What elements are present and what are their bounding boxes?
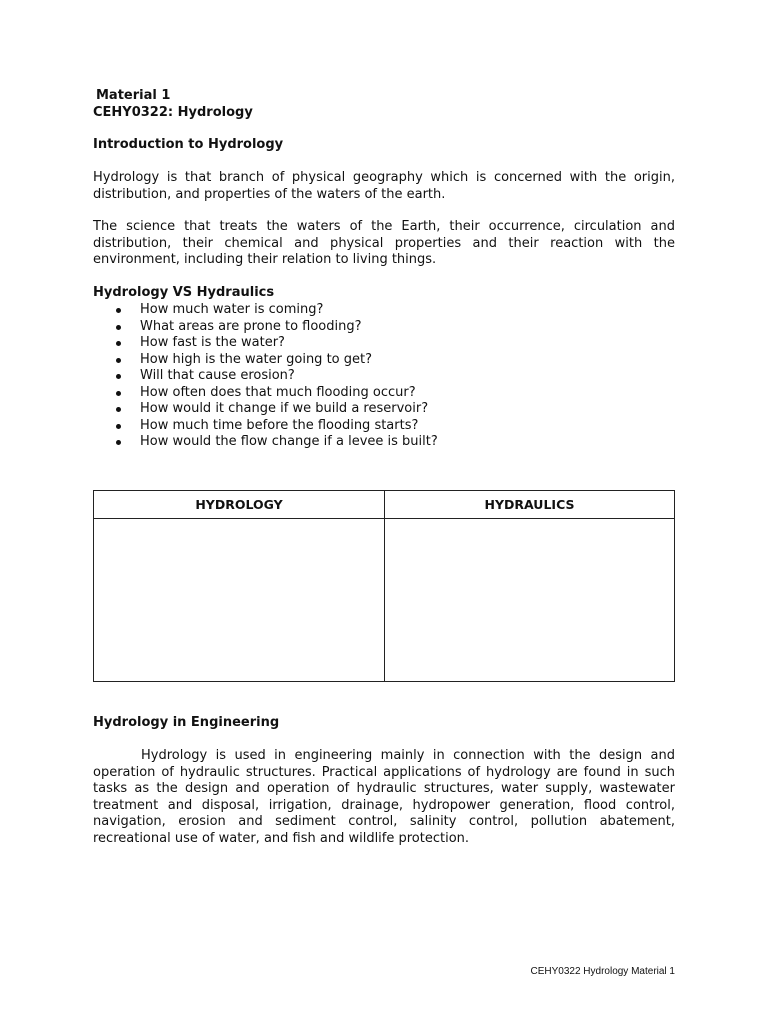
- list-item: [93, 418, 653, 435]
- question-text: How fast is the water?: [140, 335, 285, 350]
- list-item: [93, 385, 653, 402]
- comparison-table: [93, 490, 675, 682]
- table-cell-hydrology: [94, 519, 384, 681]
- page-footer: CEHY0322 Hydrology Material 1: [530, 966, 675, 977]
- list-item: [93, 335, 653, 352]
- bullet-icon: [116, 391, 121, 396]
- bullet-icon: [116, 424, 121, 429]
- list-item: [93, 368, 653, 385]
- intro-paragraph-2: The science that treats the waters of the Earth, their occurrence, circulation and distribution, their chemical and physical properties and their reaction with the environment, including their relation to living things.: [93, 219, 675, 267]
- material-label: Material 1: [96, 88, 171, 103]
- engineering-paragraph: Hydrology is used in engineering mainly in connection with the design and operation of hydraulic structures. Practical applications of hydrology are found in such tasks as the design and operation of hydraulic structures, water supply, wastewater treatment and disposal, irrigation, drainage, hydropower generation, flood control, navigation, erosion and sediment control, salinity control, pollution abatement, recreational use of water, and fish and wildlife protection.: [93, 748, 675, 846]
- question-list: [93, 302, 653, 451]
- list-item: [93, 401, 653, 418]
- bullet-icon: [116, 440, 121, 445]
- list-item: [93, 302, 653, 319]
- table-header-hydraulics: HYDRAULICS: [484, 497, 575, 512]
- question-text: How would it change if we build a reservoir?: [140, 401, 429, 416]
- list-item: [93, 319, 653, 336]
- bullet-icon: [116, 308, 121, 313]
- bullet-icon: [116, 374, 121, 379]
- bullet-icon: [116, 358, 121, 363]
- table-header-hydrology: HYDROLOGY: [195, 497, 283, 512]
- intro-heading: Introduction to Hydrology: [93, 137, 284, 152]
- list-item: [93, 352, 653, 369]
- question-text: How much time before the flooding starts?: [140, 417, 419, 433]
- bullet-icon: [116, 407, 121, 412]
- question-text: What areas are prone to flooding?: [140, 318, 362, 334]
- bullet-icon: [116, 341, 121, 346]
- list-item: [93, 434, 653, 451]
- table-cell-hydraulics: [385, 519, 674, 681]
- question-text: How much water is coming?: [140, 302, 324, 317]
- question-text: How high is the water going to get?: [140, 351, 372, 367]
- engineering-heading: Hydrology in Engineering: [93, 715, 280, 730]
- course-title: CEHY0322: Hydrology: [93, 105, 253, 120]
- question-text: Will that cause erosion?: [140, 368, 295, 383]
- question-text: How often does that much flooding occur?: [140, 384, 416, 400]
- question-text: How would the flow change if a levee is built?: [140, 434, 438, 449]
- intro-paragraph-1: Hydrology is that branch of physical geography which is concerned with the origin, distribution, and properties of the waters of the earth.: [93, 170, 675, 202]
- hydrology-vs-hydraulics-heading: Hydrology VS Hydraulics: [93, 285, 275, 300]
- bullet-icon: [116, 325, 121, 330]
